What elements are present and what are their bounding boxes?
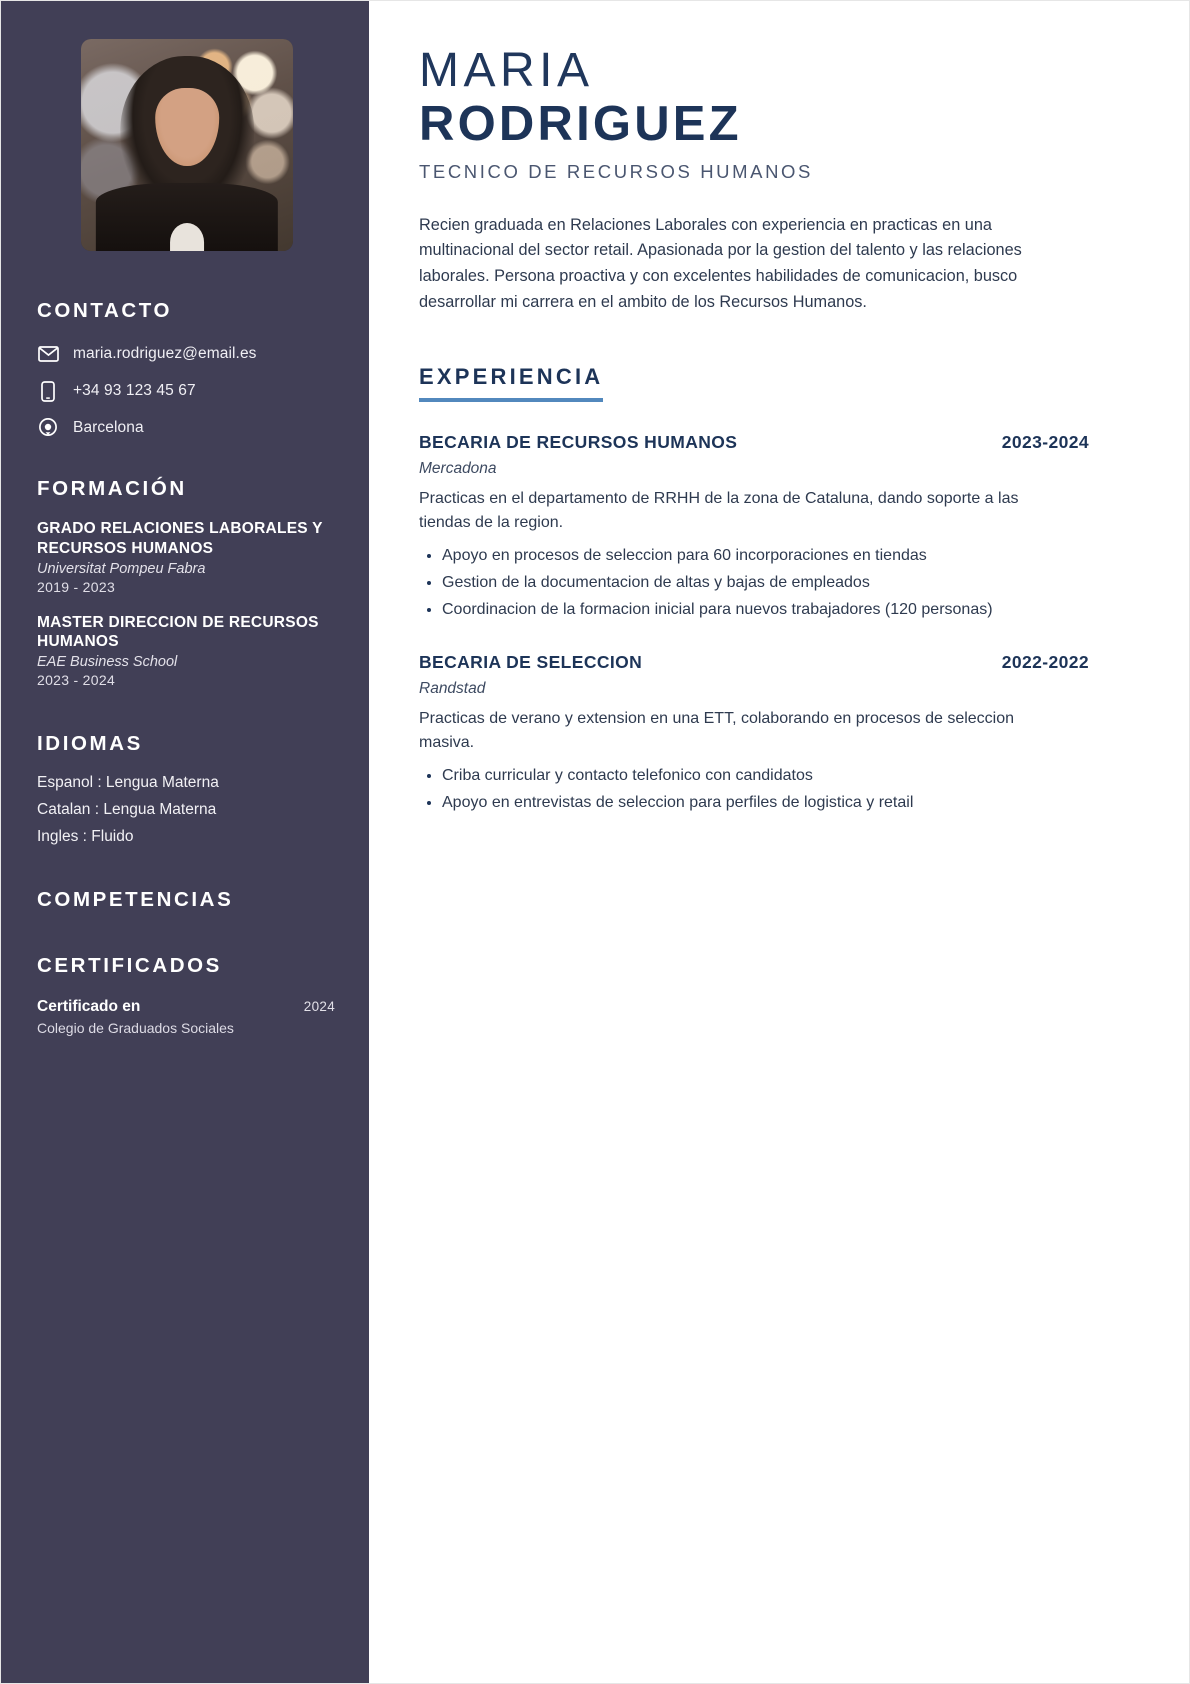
language-item: Espanol : Lengua Materna (37, 774, 219, 792)
education-school: EAE Business School (37, 654, 178, 671)
experience-item-header (419, 652, 1089, 673)
professional-summary: Recien graduada en Relaciones Laborales con experiencia en practicas en una multinacional del sector retail. Apasionada por la gestion del talento y las relaciones laborales. Persona proactiva y con excelentes habilidades de comunicacion, busco desarrollar mi carrera en el ambito de los Recursos Humanos. (419, 215, 1022, 311)
location-pin-icon (37, 417, 59, 439)
experience-item-header (419, 432, 1089, 453)
skills-heading: COMPETENCIAS (37, 888, 234, 912)
certificates-section (37, 954, 335, 1036)
skills-section (37, 888, 335, 912)
experience-item (419, 652, 1089, 815)
languages-heading: IDIOMAS (37, 732, 143, 756)
contact-heading: CONTACTO (37, 299, 173, 322)
experience-company: Randstad (419, 679, 486, 697)
language-item: Catalan : Lengua Materna (37, 801, 217, 819)
languages-list (37, 774, 335, 846)
education-item (37, 519, 335, 595)
education-heading: FORMACIÓN (37, 477, 187, 500)
education-item (37, 613, 335, 689)
experience-item (419, 432, 1089, 622)
experience-description: Practicas en el departamento de RRHH de la zona de Cataluna, dando soporte a las tiendas de la region. (419, 489, 1019, 531)
experience-heading: EXPERIENCIA (419, 364, 603, 402)
contact-item-email[interactable] (37, 343, 335, 365)
certificate-name: Certificado en (37, 998, 141, 1016)
contact-section (37, 299, 335, 439)
certificate-header (37, 998, 335, 1016)
phone-icon (37, 380, 59, 402)
name-header (419, 45, 1089, 183)
certificates-heading: CERTIFICADOS (37, 954, 222, 978)
education-section (37, 477, 335, 688)
experience-bullet: • Gestion de la documentacion de altas y bajas de empleados (442, 571, 1059, 595)
education-school: Universitat Pompeu Fabra (37, 560, 206, 577)
experience-company: Mercadona (419, 459, 497, 477)
education-degree: GRADO RELACIONES LABORALES Y RECURSOS HUMANOS (37, 520, 323, 557)
profile-photo (81, 39, 293, 251)
last-name: RODRIGUEZ (419, 96, 742, 151)
language-item: Ingles : Fluido (37, 828, 134, 846)
languages-section (37, 732, 335, 846)
experience-bullet: • Apoyo en entrevistas de seleccion para perfiles de logistica y retail (442, 791, 1059, 815)
experience-bullets (419, 764, 1059, 815)
contact-item-location[interactable] (37, 417, 335, 439)
experience-description: Practicas de verano y extension en una ETT, colaborando en procesos de seleccion masiva. (419, 709, 1015, 751)
contact-email-value: maria.rodriguez@email.es (73, 345, 257, 362)
experience-dates: 2023-2024 (1001, 431, 1089, 452)
experience-bullet: • Criba curricular y contacto telefonico con candidatos (442, 764, 1059, 788)
experience-role: BECARIA DE RECURSOS HUMANOS (419, 431, 738, 452)
experience-role: BECARIA DE SELECCION (419, 651, 643, 672)
envelope-icon (37, 343, 59, 365)
first-name: MARIA (419, 44, 594, 97)
job-title: TECNICO DE RECURSOS HUMANOS (419, 160, 813, 182)
contact-list (37, 343, 335, 439)
education-degree: MASTER DIRECCION DE RECURSOS HUMANOS (37, 613, 319, 651)
education-years: 2023 - 2024 (37, 672, 116, 689)
experience-bullet: • Coordinacion de la formacion inicial para nuevos trabajadores (120 personas) (442, 598, 1059, 622)
certificate-year: 2024 (303, 999, 335, 1015)
certificate-item (37, 998, 335, 1036)
main-content (369, 1, 1189, 1683)
experience-list (419, 432, 1089, 815)
experience-bullets (419, 544, 1059, 622)
education-years: 2019 - 2023 (37, 578, 116, 595)
experience-dates: 2022-2022 (1001, 651, 1089, 672)
sidebar (1, 1, 369, 1683)
contact-location-value: Barcelona (73, 419, 144, 436)
experience-bullet: • Apoyo en procesos de seleccion para 60 incorporaciones en tiendas (442, 544, 1059, 568)
contact-item-phone[interactable] (37, 380, 335, 402)
contact-phone-value: +34 93 123 45 67 (73, 382, 196, 399)
certificate-issuer: Colegio de Graduados Sociales (37, 1020, 234, 1037)
